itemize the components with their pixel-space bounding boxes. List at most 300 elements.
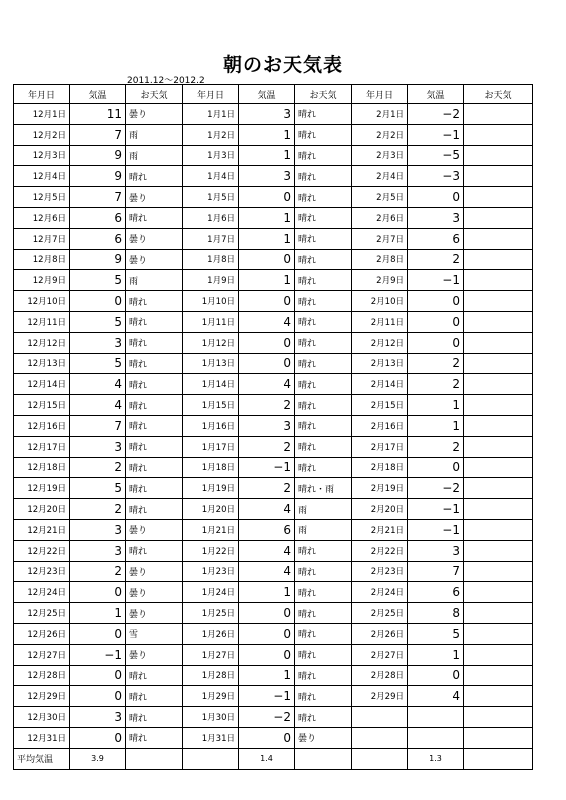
weather-cell xyxy=(464,332,533,353)
date-cell: 1月19日 xyxy=(183,478,239,499)
weather-cell xyxy=(464,353,533,374)
weather-cell xyxy=(464,207,533,228)
date-cell: 1月27日 xyxy=(183,644,239,665)
temp-cell: 0 xyxy=(239,603,295,624)
weather-cell: 晴れ xyxy=(295,187,352,208)
table-row xyxy=(14,395,533,416)
weather-cell: 晴れ xyxy=(295,436,352,457)
date-cell: 12月29日 xyxy=(14,686,70,707)
temp-cell: 9 xyxy=(70,166,126,187)
weather-cell: 晴れ xyxy=(126,166,183,187)
weather-cell xyxy=(464,415,533,436)
weather-cell xyxy=(464,249,533,270)
temp-cell: 3 xyxy=(408,207,464,228)
temp-cell: 2 xyxy=(70,499,126,520)
temp-cell: 3 xyxy=(70,436,126,457)
temp-cell: 0 xyxy=(239,291,295,312)
weather-cell: 晴れ xyxy=(295,166,352,187)
weather-cell xyxy=(464,187,533,208)
temp-cell: 2 xyxy=(408,353,464,374)
date-cell: 12月18日 xyxy=(14,457,70,478)
date-cell: 2月20日 xyxy=(352,499,408,520)
weather-cell: 晴れ xyxy=(126,395,183,416)
weather-cell xyxy=(464,540,533,561)
table-row xyxy=(14,603,533,624)
temp-cell: 2 xyxy=(70,457,126,478)
header-weather-feb: お天気 xyxy=(464,85,533,104)
date-cell: 2月4日 xyxy=(352,166,408,187)
date-cell: 2月23日 xyxy=(352,561,408,582)
weather-cell xyxy=(464,499,533,520)
date-cell: 2月2日 xyxy=(352,124,408,145)
table-row xyxy=(14,707,533,728)
weather-cell: 晴れ xyxy=(295,228,352,249)
weather-cell xyxy=(464,145,533,166)
weather-cell: 晴れ xyxy=(295,457,352,478)
average-value-feb: 1.3 xyxy=(408,748,464,769)
weather-cell: 晴れ xyxy=(126,457,183,478)
table-row xyxy=(14,665,533,686)
average-label: 平均気温 xyxy=(14,748,70,769)
date-cell: 12月2日 xyxy=(14,124,70,145)
weather-cell xyxy=(464,665,533,686)
date-cell: 1月24日 xyxy=(183,582,239,603)
weather-cell xyxy=(464,457,533,478)
date-cell: 2月29日 xyxy=(352,686,408,707)
weather-cell: 晴れ xyxy=(295,291,352,312)
date-cell: 1月29日 xyxy=(183,686,239,707)
weather-cell: 晴れ xyxy=(295,707,352,728)
date-cell: 12月12日 xyxy=(14,332,70,353)
table-row xyxy=(14,291,533,312)
temp-cell: −1 xyxy=(408,270,464,291)
temp-cell: −1 xyxy=(408,499,464,520)
temp-cell: 0 xyxy=(239,187,295,208)
temp-cell: 3 xyxy=(70,332,126,353)
weather-cell: 曇り xyxy=(126,104,183,125)
weather-cell xyxy=(464,104,533,125)
temp-cell: 4 xyxy=(239,311,295,332)
table-row xyxy=(14,104,533,125)
table-row xyxy=(14,249,533,270)
date-cell: 1月13日 xyxy=(183,353,239,374)
date-cell: 1月25日 xyxy=(183,603,239,624)
table-row xyxy=(14,582,533,603)
temp-cell: 2 xyxy=(239,436,295,457)
weather-cell: 晴れ xyxy=(295,145,352,166)
weather-cell: 晴れ・雨 xyxy=(295,478,352,499)
header-row xyxy=(14,85,533,104)
date-cell: 2月12日 xyxy=(352,332,408,353)
weather-cell: 曇り xyxy=(126,582,183,603)
weather-cell: 晴れ xyxy=(126,332,183,353)
date-cell: 2月28日 xyxy=(352,665,408,686)
table-row xyxy=(14,436,533,457)
temp-cell: 0 xyxy=(239,623,295,644)
date-cell: 1月26日 xyxy=(183,623,239,644)
temp-cell: 0 xyxy=(408,665,464,686)
date-cell: 12月19日 xyxy=(14,478,70,499)
weather-cell: 晴れ xyxy=(295,415,352,436)
temp-cell: 3 xyxy=(408,540,464,561)
date-cell: 2月24日 xyxy=(352,582,408,603)
date-cell: 12月10日 xyxy=(14,291,70,312)
empty-cell xyxy=(295,748,352,769)
temp-cell: 5 xyxy=(70,353,126,374)
date-cell: 12月21日 xyxy=(14,519,70,540)
temp-cell: 6 xyxy=(70,207,126,228)
table-row xyxy=(14,457,533,478)
temp-cell: 1 xyxy=(239,582,295,603)
temp-cell: 0 xyxy=(239,332,295,353)
weather-cell xyxy=(464,311,533,332)
weather-cell: 晴れ xyxy=(295,353,352,374)
temp-cell: −1 xyxy=(70,644,126,665)
weather-cell: 晴れ xyxy=(126,207,183,228)
weather-cell: 晴れ xyxy=(295,104,352,125)
date-cell: 2月11日 xyxy=(352,311,408,332)
temp-cell: 2 xyxy=(408,374,464,395)
temp-cell: 1 xyxy=(239,145,295,166)
weather-cell: 晴れ xyxy=(126,665,183,686)
weather-cell: 曇り xyxy=(126,644,183,665)
temp-cell xyxy=(408,727,464,748)
temp-cell: −1 xyxy=(239,686,295,707)
average-value-jan: 1.4 xyxy=(239,748,295,769)
table-row xyxy=(14,415,533,436)
date-cell xyxy=(352,707,408,728)
weather-cell xyxy=(464,478,533,499)
header-temp-jan: 気温 xyxy=(239,85,295,104)
weather-cell: 晴れ xyxy=(295,270,352,291)
table-row xyxy=(14,207,533,228)
temp-cell: 6 xyxy=(408,228,464,249)
date-cell: 2月19日 xyxy=(352,478,408,499)
weather-cell: 晴れ xyxy=(126,686,183,707)
date-cell: 1月7日 xyxy=(183,228,239,249)
date-cell: 12月20日 xyxy=(14,499,70,520)
date-cell: 2月22日 xyxy=(352,540,408,561)
weather-cell xyxy=(464,644,533,665)
table-row xyxy=(14,311,533,332)
table-row xyxy=(14,478,533,499)
date-cell xyxy=(352,727,408,748)
weather-cell: 晴れ xyxy=(295,623,352,644)
temp-cell: 3 xyxy=(70,707,126,728)
date-cell: 1月21日 xyxy=(183,519,239,540)
date-cell: 1月8日 xyxy=(183,249,239,270)
date-cell: 1月18日 xyxy=(183,457,239,478)
date-cell: 12月4日 xyxy=(14,166,70,187)
date-cell: 1月5日 xyxy=(183,187,239,208)
average-value-dec: 3.9 xyxy=(70,748,126,769)
temp-cell: 0 xyxy=(70,727,126,748)
weather-cell xyxy=(464,623,533,644)
weather-cell: 晴れ xyxy=(295,207,352,228)
table-row xyxy=(14,187,533,208)
table-row xyxy=(14,270,533,291)
header-weather-dec: お天気 xyxy=(126,85,183,104)
table-row xyxy=(14,686,533,707)
temp-cell: 0 xyxy=(70,291,126,312)
date-cell: 2月1日 xyxy=(352,104,408,125)
date-cell: 2月14日 xyxy=(352,374,408,395)
temp-cell: 1 xyxy=(408,395,464,416)
weather-cell xyxy=(464,686,533,707)
weather-cell: 晴れ xyxy=(126,353,183,374)
temp-cell: 2 xyxy=(239,395,295,416)
header-date-dec: 年月日 xyxy=(14,85,70,104)
date-cell: 12月9日 xyxy=(14,270,70,291)
weather-cell: 晴れ xyxy=(295,686,352,707)
table-row xyxy=(14,353,533,374)
date-cell: 1月23日 xyxy=(183,561,239,582)
date-cell: 2月21日 xyxy=(352,519,408,540)
date-cell: 1月12日 xyxy=(183,332,239,353)
date-cell: 2月9日 xyxy=(352,270,408,291)
weather-cell xyxy=(464,228,533,249)
weather-cell: 晴れ xyxy=(295,311,352,332)
date-cell: 1月28日 xyxy=(183,665,239,686)
date-cell: 12月17日 xyxy=(14,436,70,457)
date-cell: 12月15日 xyxy=(14,395,70,416)
temp-cell: 11 xyxy=(70,104,126,125)
table-row xyxy=(14,499,533,520)
date-cell: 12月23日 xyxy=(14,561,70,582)
date-cell: 1月4日 xyxy=(183,166,239,187)
date-cell: 1月30日 xyxy=(183,707,239,728)
temp-cell: 1 xyxy=(239,124,295,145)
temp-cell: 2 xyxy=(239,478,295,499)
date-cell: 2月25日 xyxy=(352,603,408,624)
weather-cell: 雨 xyxy=(126,270,183,291)
weather-cell: 晴れ xyxy=(295,540,352,561)
weather-cell: 晴れ xyxy=(126,499,183,520)
date-cell: 2月13日 xyxy=(352,353,408,374)
temp-cell: 0 xyxy=(70,623,126,644)
temp-cell: 1 xyxy=(408,415,464,436)
date-cell: 2月18日 xyxy=(352,457,408,478)
weather-cell xyxy=(464,291,533,312)
temp-cell: 1 xyxy=(239,270,295,291)
weather-cell: 晴れ xyxy=(295,124,352,145)
weather-cell xyxy=(464,436,533,457)
weather-cell: 晴れ xyxy=(126,540,183,561)
empty-cell xyxy=(464,748,533,769)
weather-cell: 雨 xyxy=(295,519,352,540)
weather-cell: 晴れ xyxy=(295,644,352,665)
date-cell: 12月11日 xyxy=(14,311,70,332)
temp-cell: 0 xyxy=(408,332,464,353)
empty-cell xyxy=(126,748,183,769)
table-row xyxy=(14,727,533,748)
table-row xyxy=(14,519,533,540)
weather-cell xyxy=(464,582,533,603)
date-cell: 1月1日 xyxy=(183,104,239,125)
temp-cell: 0 xyxy=(408,187,464,208)
weather-cell: 晴れ xyxy=(126,727,183,748)
date-cell: 12月28日 xyxy=(14,665,70,686)
temp-cell: 5 xyxy=(70,270,126,291)
header-temp-dec: 気温 xyxy=(70,85,126,104)
weather-cell: 晴れ xyxy=(295,332,352,353)
temp-cell: 0 xyxy=(70,686,126,707)
temp-cell: −2 xyxy=(239,707,295,728)
date-cell: 12月7日 xyxy=(14,228,70,249)
temp-cell: 3 xyxy=(239,166,295,187)
weather-cell: 曇り xyxy=(126,561,183,582)
weather-cell: 晴れ xyxy=(295,665,352,686)
temp-cell: −5 xyxy=(408,145,464,166)
date-cell: 2月6日 xyxy=(352,207,408,228)
weather-cell: 晴れ xyxy=(295,582,352,603)
date-cell: 1月31日 xyxy=(183,727,239,748)
date-cell: 12月30日 xyxy=(14,707,70,728)
temp-cell: 4 xyxy=(239,374,295,395)
temp-cell: 6 xyxy=(70,228,126,249)
date-cell: 2月16日 xyxy=(352,415,408,436)
temp-cell: −1 xyxy=(408,519,464,540)
temp-cell: 0 xyxy=(239,249,295,270)
temp-cell: 2 xyxy=(408,249,464,270)
temp-cell: 7 xyxy=(408,561,464,582)
temp-cell: 9 xyxy=(70,249,126,270)
date-cell: 1月20日 xyxy=(183,499,239,520)
temp-cell: 4 xyxy=(70,374,126,395)
date-cell: 12月8日 xyxy=(14,249,70,270)
weather-cell: 雨 xyxy=(295,499,352,520)
period-subtitle: 2011.12～2012.2 xyxy=(127,76,205,86)
date-cell: 12月1日 xyxy=(14,104,70,125)
weather-cell xyxy=(464,519,533,540)
weather-cell xyxy=(464,270,533,291)
temp-cell: 6 xyxy=(408,582,464,603)
date-cell: 2月17日 xyxy=(352,436,408,457)
weather-cell: 晴れ xyxy=(126,436,183,457)
temp-cell: −1 xyxy=(239,457,295,478)
temp-cell: 5 xyxy=(70,478,126,499)
temp-cell: 5 xyxy=(70,311,126,332)
date-cell: 1月6日 xyxy=(183,207,239,228)
date-cell: 1月11日 xyxy=(183,311,239,332)
date-cell: 2月3日 xyxy=(352,145,408,166)
temp-cell: 4 xyxy=(408,686,464,707)
weather-cell: 雨 xyxy=(126,124,183,145)
table-row xyxy=(14,228,533,249)
date-cell: 12月16日 xyxy=(14,415,70,436)
weather-cell: 曇り xyxy=(126,249,183,270)
weather-cell: 曇り xyxy=(126,519,183,540)
temp-cell: 3 xyxy=(70,540,126,561)
date-cell: 12月25日 xyxy=(14,603,70,624)
weather-cell: 曇り xyxy=(126,187,183,208)
temp-cell: −3 xyxy=(408,166,464,187)
table-row xyxy=(14,145,533,166)
weather-cell xyxy=(464,561,533,582)
date-cell: 2月5日 xyxy=(352,187,408,208)
date-cell: 12月27日 xyxy=(14,644,70,665)
date-cell: 12月22日 xyxy=(14,540,70,561)
weather-cell: 晴れ xyxy=(295,249,352,270)
temp-cell: 3 xyxy=(70,519,126,540)
date-cell: 12月6日 xyxy=(14,207,70,228)
weather-cell: 晴れ xyxy=(126,291,183,312)
temp-cell: 7 xyxy=(70,124,126,145)
weather-cell: 晴れ xyxy=(295,561,352,582)
weather-cell: 晴れ xyxy=(126,374,183,395)
weather-cell: 晴れ xyxy=(126,707,183,728)
temp-cell xyxy=(408,707,464,728)
date-cell: 1月10日 xyxy=(183,291,239,312)
table-row xyxy=(14,332,533,353)
weather-table xyxy=(13,84,533,770)
weather-cell xyxy=(464,727,533,748)
temp-cell: 4 xyxy=(239,499,295,520)
date-cell: 12月5日 xyxy=(14,187,70,208)
weather-cell: 晴れ xyxy=(126,415,183,436)
temp-cell: 3 xyxy=(239,104,295,125)
weather-cell xyxy=(464,395,533,416)
weather-cell: 晴れ xyxy=(295,395,352,416)
temp-cell: 4 xyxy=(239,561,295,582)
date-cell: 2月8日 xyxy=(352,249,408,270)
date-cell: 12月14日 xyxy=(14,374,70,395)
date-cell: 1月22日 xyxy=(183,540,239,561)
temp-cell: 0 xyxy=(408,291,464,312)
temp-cell: 5 xyxy=(408,623,464,644)
temp-cell: 0 xyxy=(408,311,464,332)
weather-cell: 曇り xyxy=(295,727,352,748)
temp-cell: −2 xyxy=(408,478,464,499)
date-cell: 12月31日 xyxy=(14,727,70,748)
temp-cell: 7 xyxy=(70,415,126,436)
temp-cell: 1 xyxy=(239,228,295,249)
temp-cell: 7 xyxy=(70,187,126,208)
temp-cell: 4 xyxy=(239,540,295,561)
weather-cell: 晴れ xyxy=(295,603,352,624)
weather-cell xyxy=(464,603,533,624)
weather-cell: 曇り xyxy=(126,603,183,624)
header-date-jan: 年月日 xyxy=(183,85,239,104)
temp-cell: 0 xyxy=(408,457,464,478)
table-body xyxy=(14,104,533,749)
temp-cell: 0 xyxy=(70,582,126,603)
weather-cell: 曇り xyxy=(126,228,183,249)
weather-cell: 雨 xyxy=(126,145,183,166)
temp-cell: 4 xyxy=(70,395,126,416)
header-temp-feb: 気温 xyxy=(408,85,464,104)
weather-cell xyxy=(464,374,533,395)
date-cell: 2月7日 xyxy=(352,228,408,249)
date-cell: 2月26日 xyxy=(352,623,408,644)
weather-cell: 晴れ xyxy=(295,374,352,395)
table-row xyxy=(14,374,533,395)
date-cell: 2月15日 xyxy=(352,395,408,416)
temp-cell: 2 xyxy=(70,561,126,582)
temp-cell: 2 xyxy=(408,436,464,457)
date-cell: 1月16日 xyxy=(183,415,239,436)
table-row xyxy=(14,124,533,145)
table-row xyxy=(14,561,533,582)
temp-cell: 3 xyxy=(239,415,295,436)
weather-cell xyxy=(464,124,533,145)
temp-cell: 1 xyxy=(239,207,295,228)
temp-cell: 1 xyxy=(408,644,464,665)
date-cell: 12月3日 xyxy=(14,145,70,166)
temp-cell: 1 xyxy=(70,603,126,624)
date-cell: 12月24日 xyxy=(14,582,70,603)
header-date-feb: 年月日 xyxy=(352,85,408,104)
